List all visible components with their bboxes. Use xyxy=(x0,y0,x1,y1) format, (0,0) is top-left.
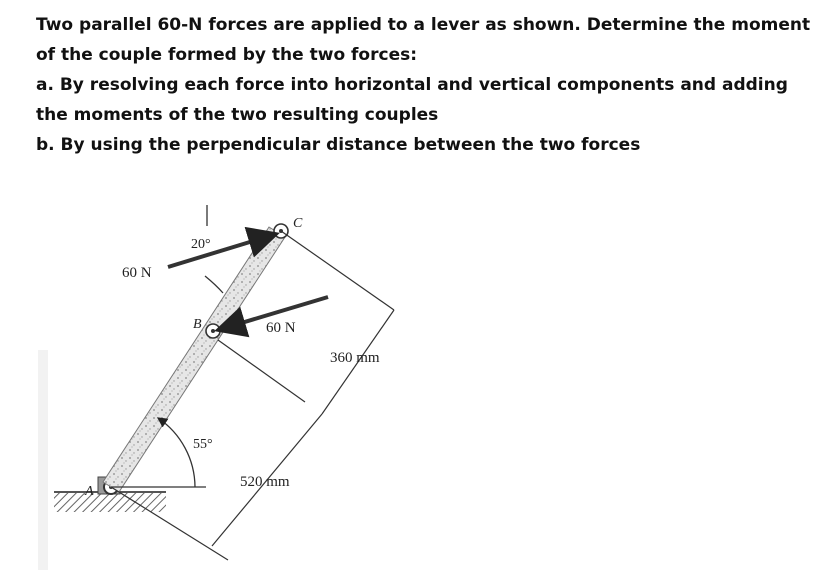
point-c-label: C xyxy=(293,216,303,231)
problem-part-b: b. By using the perpendicular distance between the two forces xyxy=(36,135,641,155)
scan-edge-texture xyxy=(38,350,48,570)
point-b-label: B xyxy=(193,317,202,332)
angle-bottom-label: 55° xyxy=(193,437,213,452)
ground-support xyxy=(54,492,166,512)
problem-statement xyxy=(36,10,811,160)
problem-part-a: a. By resolving each force into horizontal and vertical components and adding the moments of the two resulting couples xyxy=(36,75,788,125)
force-left-label: 60 N xyxy=(122,265,152,281)
point-a-label: A xyxy=(85,484,94,499)
lever-figure xyxy=(0,190,817,574)
pin-b xyxy=(206,324,220,338)
dim-520-label: 520 mm xyxy=(240,474,290,490)
angle-55-arc xyxy=(158,418,195,487)
angle-20-arc xyxy=(205,276,223,293)
problem-intro: Two parallel 60-N forces are applied to a lever as shown. Determine the moment of the couple formed by the two forces: xyxy=(36,15,811,65)
angle-top-label: 20° xyxy=(191,237,211,252)
dim-360-label: 360 mm xyxy=(330,350,380,366)
force-right-label: 60 N xyxy=(266,320,296,336)
